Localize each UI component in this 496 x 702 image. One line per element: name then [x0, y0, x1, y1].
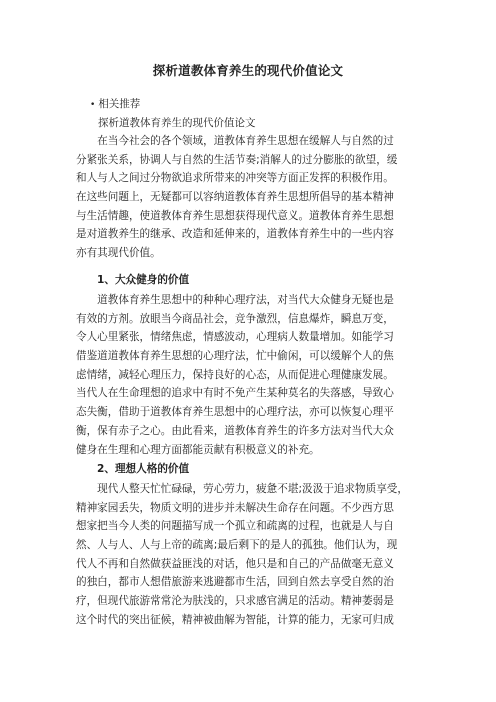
text-line: 令人心里紧张，情绪焦虑，情感波动，心理病人数量增加。如能学习: [76, 331, 394, 344]
text-line: 在当今社会的各个领域，道教体育养生思想在缓解人与自然的过: [76, 135, 394, 147]
section-heading-2: 2、理想人格的价值: [97, 463, 190, 475]
text-line: 健身在生理和心理方面都能贡献有积极意义的补充。: [76, 443, 320, 456]
text-line: 这个时代的突出征候，精神被曲解为智能，计算的能力，无家可归成: [76, 613, 394, 626]
text-line: 衡，保有赤子之心。由此看来，道教体育养生的许多方法对当代大众: [76, 424, 394, 437]
text-line: 和人与人之间过分物欲追求所带来的冲突等方面正发挥的积极作用。: [76, 172, 394, 185]
text-line: 代人不再和自然做获益匪浅的对话，他只是和自己的产品做毫无意义: [76, 557, 394, 570]
text-line: 态失衡，借助于道教体育养生思想中的心理疗法，亦可以恢复心理平: [76, 406, 394, 419]
text-line: 是对道教养生的继承、改造和延伸来的，道教体育养生中的一些内容: [76, 228, 394, 241]
text-line: 在这些问题上，无疑都可以容纳道教体育养生思想所倡导的基本精神: [76, 191, 394, 204]
bullet-icon: •: [90, 100, 96, 110]
text-line: 亦有其现代价值。: [76, 247, 161, 260]
text-line: 道教体育养生思想中的种种心理疗法，对当代大众健身无疑也是: [76, 294, 394, 306]
text-line: 然、人与人、人与上帝的疏离;最后剩下的是人的孤独。他们认为，现: [76, 539, 398, 552]
text-line: 疗，但现代旅游常常沦为肤浅的，只求感官满足的活动。精神萎弱是: [76, 595, 394, 608]
text-line: 与生活情趣，使道教体育养生思想获得现代意义。道教体育养生思想: [76, 209, 394, 222]
text-line: 虑情绪，减轻心理压力，保持良好的心态，从而促进心理健康发展。: [76, 368, 394, 381]
paragraph-intro: [76, 132, 444, 263]
text-line: 分紧张关系，协调人与自然的生活节奏;消解人的过分膨胀的欲望，缓: [76, 153, 398, 166]
text-line: 精神家园丢失，物质文明的进步并未解决生命存在问题。不少西方思: [76, 501, 394, 514]
document-title: 探析道教体育养生的现代价值论文: [152, 63, 344, 78]
related-label: 相关推荐: [98, 98, 141, 110]
text-line: 的独白，都市人想借旅游来逃避都市生活，回到自然去享受自然的治: [76, 576, 394, 589]
paragraph-personality: [76, 480, 444, 630]
section-heading-1: 1、大众健身的价值: [97, 274, 190, 286]
text-line: 现代人整天忙忙碌碌，劳心劳力，疲惫不堪;汲汲于追求物质享受，: [76, 483, 408, 495]
document-subtitle: 探析道教体育养生的现代价值论文: [98, 117, 256, 129]
text-line: 想家把当今人类的问题描写成一个孤立和疏离的过程，也就是人与自: [76, 520, 394, 533]
text-line: 有效的方剂。放眼当今商品社会，竞争激烈，信息爆炸，瞬息万变，: [76, 312, 394, 325]
text-line: 当代人在生命理想的追求中有时不免产生某种莫名的失落感，导致心: [76, 387, 394, 400]
related-recommendations[interactable]: [90, 97, 140, 112]
paragraph-fitness: [76, 291, 444, 459]
text-line: 借鉴道道教体育养生思想的心理疗法，忙中偷闲，可以缓解个人的焦: [76, 350, 394, 363]
